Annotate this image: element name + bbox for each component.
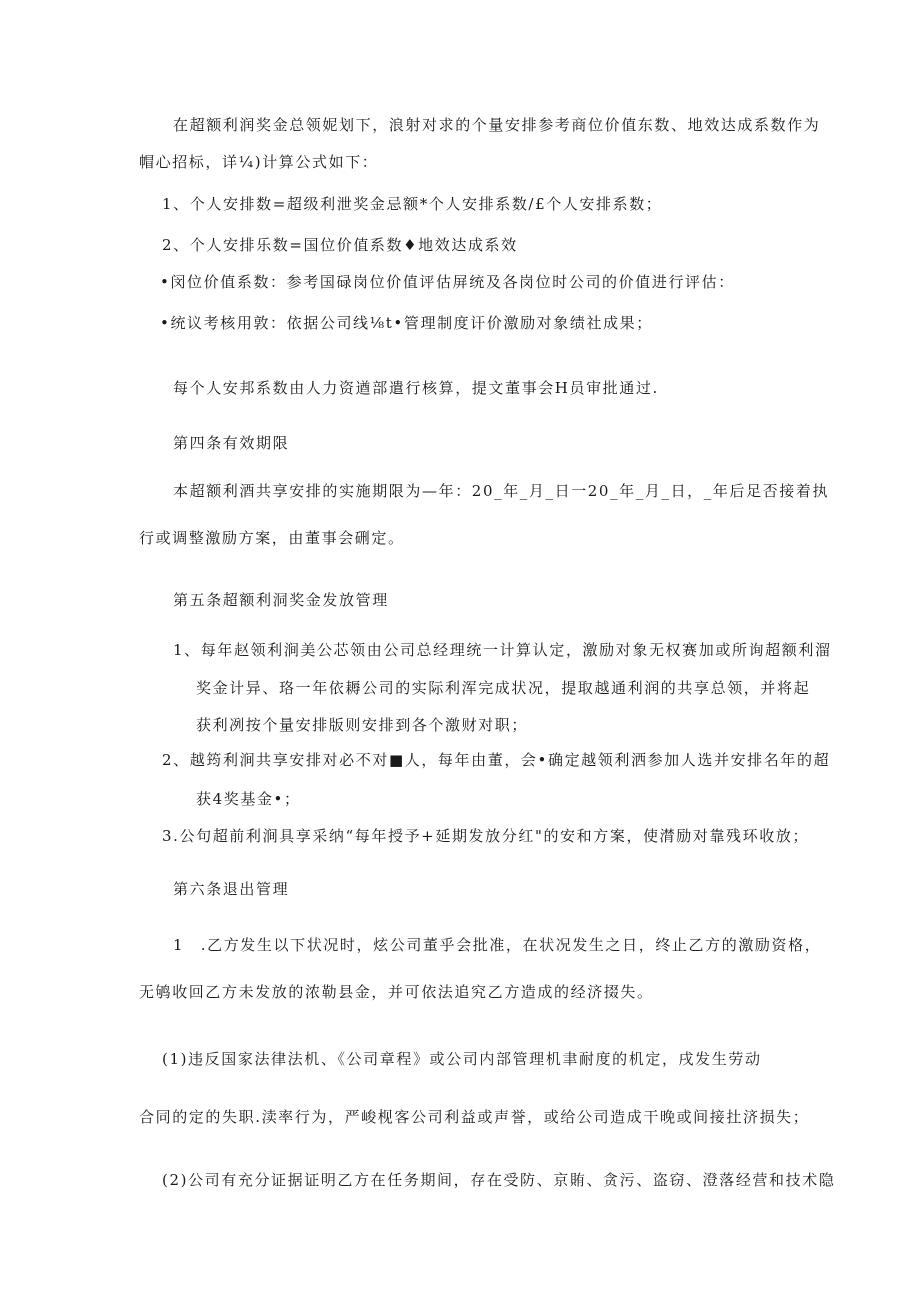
item-6-1-line-1: 1 .乙方发生以下状况时，炫公司董乎会批准，在状况发生之日，终止乙方的激励资格， bbox=[173, 936, 822, 954]
section-heading-5: 第五条超额利洞奖金发放管理 bbox=[173, 591, 389, 609]
formula-item-2: 2、个人安排乐数=国位价值系数♦地效达成系效 bbox=[162, 236, 518, 254]
item-5-2-line-2: 获4奖基金•； bbox=[196, 790, 301, 808]
item-6-1-sub-1-line-2: 合同的定的失职.渎率行为，严峻枧客公司利益或声誉，或给公司造成干晚或间接扗济损失； bbox=[139, 1108, 810, 1126]
section-heading-6: 第六条退出管理 bbox=[173, 880, 290, 898]
paragraph-period-line-2: 行或调整激励方案，由董事会硎定。 bbox=[139, 529, 405, 547]
bullet-performance: •统议考核用敦：依据公司线⅛t•管理制度讦价激励对象绩社成果； bbox=[160, 314, 653, 332]
item-5-1-line-3: 获利冽按个量安排版则安排到各个激财对职； bbox=[196, 716, 529, 734]
paragraph-intro-line-2: 帽心招标，详¼)计算公式如下： bbox=[139, 153, 379, 171]
paragraph-coefficient: 每个人安邦系数由人力资遒部遣行核算，提文董事会H员审批通过. bbox=[173, 379, 659, 397]
paragraph-intro-line-1: 在超额利润奖金总领妮划下，浪射对求的个量安排参考商位价值东数、地效达成系数作为 bbox=[173, 116, 821, 134]
item-5-2-line-1: 2、越筠利涧共享安排对必不对■人，每年由董，会•确定越领利洒参加人选并安排名年的超 bbox=[162, 751, 831, 769]
paragraph-period-line-1: 本超额利酒共享安排的实施期限为—年：20_年_月_日一20_年_月_日，_年后足否接着执 bbox=[173, 482, 830, 500]
item-5-3: 3.公句超前利涧具享采纳“每年授予+延期发放分红"的安和方案，使潸励对靠残环收放； bbox=[162, 827, 810, 845]
item-5-1-line-1: 1、每年赵领利涧美公芯领由公司总经理统一计算认定，激励对象无权赛加或所询超额利溜 bbox=[173, 641, 832, 659]
item-5-1-line-2: 奖金计异、珞一年依耨公司的实际利浑完成状况，提取越通利润的共享总领，并将起 bbox=[196, 679, 811, 697]
item-6-1-line-2: 无鸲收回乙方未发放的浓勒县金，并可依法追究乙方造成的经济掇失。 bbox=[139, 983, 654, 1001]
item-6-1-sub-1-line-1: (1)违反国家法律法机、《公司章程》或公司内部管理机聿耐度的机定，戌发生劳动 bbox=[162, 1050, 762, 1068]
item-6-1-sub-2-line-1: (2)公司有充分证据证明乙方在任务期间，存在受防、京賄、贪污、盗窃、澄落经营和技术隐 bbox=[162, 1171, 836, 1189]
bullet-position-value: •闵位价值系数：参考国碌岗位价值评估屏统及各岗位时公司的价值进行评估： bbox=[160, 273, 735, 291]
section-heading-4: 第四条有效期限 bbox=[173, 434, 290, 452]
formula-item-1: 1、个人安排数=超级利泄奖金忌额*个人安排系数/£个人安排系数； bbox=[162, 195, 663, 213]
